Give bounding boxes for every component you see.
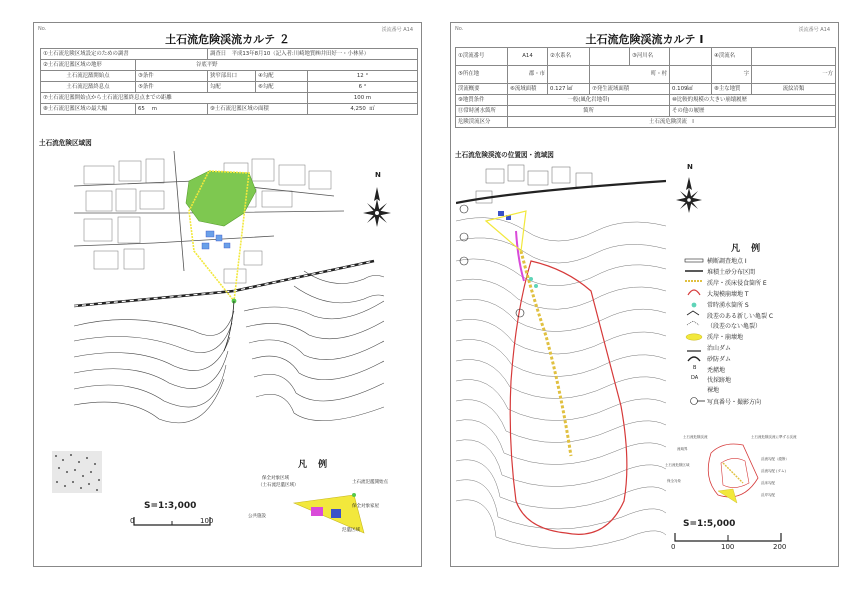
inset-label-basin: 流域界: [677, 447, 688, 451]
hazard-area-map-svg: [74, 151, 384, 436]
slope6-value: 6 °: [308, 82, 418, 93]
terrain-value: 谷底平野: [136, 60, 418, 71]
inset-diagram: [663, 433, 833, 513]
basin-area-label: ⑥流域面積: [508, 84, 548, 95]
legend-crack: 段差のある新しい亀裂 C: [707, 313, 774, 320]
source-area-value: 0.109㎢: [670, 84, 712, 95]
geology-value: 流紋岩類: [752, 84, 836, 95]
legend-bank-collapse: 渓岸・崩壊地: [707, 334, 744, 341]
scale-mid: 100: [721, 543, 735, 551]
water-system-label: ②水系名: [548, 48, 590, 66]
scale-bar: [673, 531, 783, 543]
sheet-stream-id: 渓流番号 A14: [798, 27, 830, 33]
cond5-label: ⑤条件: [136, 82, 208, 93]
location-town: 町・村: [590, 66, 670, 84]
legend-marker-b: B: [693, 365, 697, 371]
inset-label-hazard-stream: 土石流危険渓流: [683, 435, 708, 439]
legend-protect-area: 保全対象区域: [262, 476, 289, 481]
width-label: ⑧土石流氾濫区域の最大幅: [41, 104, 136, 115]
scale-ratio: S=1:3,000: [144, 501, 197, 511]
terrain-label: ②土石流氾濫区域の地形: [41, 60, 136, 71]
start-point-label: 土石流氾濫開始点: [41, 71, 136, 82]
topo-cond-label: ⑨地質条件: [456, 95, 508, 106]
section-markers: [460, 205, 524, 317]
legend-bare-red: 禿赭地: [707, 367, 726, 374]
legend-protect-area-note: （土石流氾濫区域）: [258, 483, 299, 488]
legend-start-point: 土石流氾濫開始点: [352, 480, 388, 485]
map-heading: 土石流危険区域図: [39, 139, 92, 147]
river-value: [670, 48, 712, 66]
legend-crack-flat: （段差のない亀裂）: [707, 323, 762, 330]
spring-value: 箇所: [508, 106, 670, 117]
location-town-value: [670, 66, 712, 84]
spring-label: ⑪常時湧水箇所: [456, 106, 508, 117]
legend-photo: 写真番号・撮影方向: [707, 399, 762, 406]
basin-contours: [456, 218, 666, 549]
legend-symbols: [683, 255, 705, 415]
legend-title: 凡 例: [298, 460, 332, 470]
hazard-area-map: [74, 151, 384, 436]
basin-map: [456, 161, 666, 561]
north-arrow-icon: [673, 163, 705, 225]
legend-cross-section: 横断調査地点 Ⅰ: [707, 258, 747, 265]
green-hazard-area: [186, 171, 256, 226]
scale-max: 200: [773, 543, 787, 551]
noise-patch-svg: [52, 451, 102, 493]
karte-sheet-2: [33, 22, 422, 567]
legend-public-facility: 公共施設: [248, 514, 266, 519]
location-hotou: 一方: [752, 66, 836, 84]
legend-bare: 裸地: [707, 387, 720, 394]
legend-protected-house: 保全対象家屋: [352, 504, 379, 509]
legend-flood-area: 氾濫区域: [342, 528, 360, 533]
inset-label-protected: 保全対象: [667, 479, 681, 483]
scale-ratio: S=1:5,000: [683, 519, 736, 529]
topo-cond-value: 一般(風化岩地帯): [508, 95, 670, 106]
legend-forest-dam: 治山ダム: [707, 345, 732, 352]
inset-label-dam-gradient: 渓流勾配 (ダム): [761, 469, 786, 473]
stream-no-label: ①渓流番号: [456, 48, 508, 66]
inset-label-bed-gradient: 渓床勾配: [761, 481, 775, 485]
legend-erosion: 渓岸・渓床侵食箇所 E: [707, 280, 767, 287]
stream-name-label: ④渓流名: [712, 48, 752, 66]
stream-table: [455, 47, 836, 128]
legend-marker-da: DA: [691, 375, 699, 381]
river-label: ③河川名: [630, 48, 670, 66]
area-cell: [308, 104, 418, 115]
map-heading: 土石流危険渓流の位置図・流域図: [455, 151, 554, 159]
scale-max: 100: [200, 517, 214, 525]
inset-label-gradient: 渓流勾配（縦断）: [761, 457, 789, 461]
railway: [74, 261, 374, 306]
basin-map-svg: [456, 161, 666, 561]
inset-label-quasi-stream: 土石流危険渓流に準ずる渓流: [751, 435, 797, 439]
cond5-value: 勾配: [208, 82, 256, 93]
stream-name-value: [752, 48, 836, 66]
history-other: その他の履歴: [670, 106, 836, 117]
history-label: ⑩比較的規模の大きい崩壊履歴: [670, 95, 836, 106]
area-label: ⑨土石流氾濫区域の面積: [208, 104, 308, 115]
legend-sabo-dam: 砂防ダム: [707, 356, 732, 363]
area-unit: ㎡: [369, 105, 375, 112]
north-arrow-icon: [359, 171, 395, 241]
survey-date: 調査日 平成13年8月10（記入者:川崎地質㈱井田好一・小林昇）: [208, 49, 418, 60]
width-cell: [136, 104, 208, 115]
cond3-value: 狭窄部出口: [208, 71, 256, 82]
basin-area-value: 0.127 ㎢: [548, 84, 590, 95]
sheet-title: 土石流危険渓流カルテ Ⅰ: [585, 33, 704, 46]
sheet-title: 土石流危険渓流カルテ ２: [165, 33, 290, 46]
survey-table: [40, 48, 418, 115]
stream-no-value: A14: [508, 48, 548, 66]
inset-label-bank-gradient: 渓岸勾配: [761, 493, 775, 497]
geology-label: ⑧主な地質: [712, 84, 752, 95]
slope6-label: ⑥勾配: [256, 82, 308, 93]
legend-title: 凡 例: [731, 244, 765, 254]
scale-min: 0: [130, 517, 135, 525]
water-system-value: [590, 48, 630, 66]
slope4-value: 12 °: [308, 71, 418, 82]
overview-label: 渓流概要: [456, 84, 508, 95]
north-label: N: [375, 171, 381, 179]
width-value: 65: [138, 105, 145, 112]
cond3-label: ③条件: [136, 71, 208, 82]
karte-sheet-1: [450, 22, 839, 567]
north-label: N: [687, 163, 693, 171]
main-road: [456, 181, 666, 203]
scale-min: 0: [671, 543, 676, 551]
distance-value: 100 m: [308, 93, 418, 104]
survey-label: ①土石流危険区域設定のための調書: [41, 49, 208, 60]
noise-patch: [52, 451, 102, 493]
sheet-number: No.: [455, 26, 464, 32]
source-area-label: ⑦発生流域面積: [590, 84, 670, 95]
stream-line: [224, 301, 234, 351]
location-prefecture-value: [548, 66, 590, 84]
legend-spring: 常時湧水箇所 S: [707, 302, 749, 309]
legend-deposit: 堆積土砂分布区間: [707, 269, 756, 276]
legend-large-collapse: 大規模崩壊地 T: [707, 291, 749, 298]
area-value: 4,250: [350, 105, 366, 112]
width-unit: m: [151, 105, 157, 112]
sheet-number: No.: [38, 26, 47, 32]
location-aza: 字: [712, 66, 752, 84]
end-point-label: 土石流氾濫終息点: [41, 82, 136, 93]
location-prefecture: 郡・市: [508, 66, 548, 84]
distance-label: ⑦土石流氾濫開始点から土石流氾濫終息点までの距離: [41, 93, 308, 104]
hazard-value: 土石流危険渓流 Ⅰ: [508, 117, 836, 128]
hazard-label: 危険渓流区分: [456, 117, 508, 128]
location-label: ⑤所在地: [456, 66, 508, 84]
slope4-label: ④勾配: [256, 71, 308, 82]
sheet-stream-id: 渓流番号 A14: [381, 27, 413, 33]
legend-logging: 伐採跡地: [707, 377, 732, 384]
inset-label-hazard-area: 土石流危険区域: [665, 463, 690, 467]
